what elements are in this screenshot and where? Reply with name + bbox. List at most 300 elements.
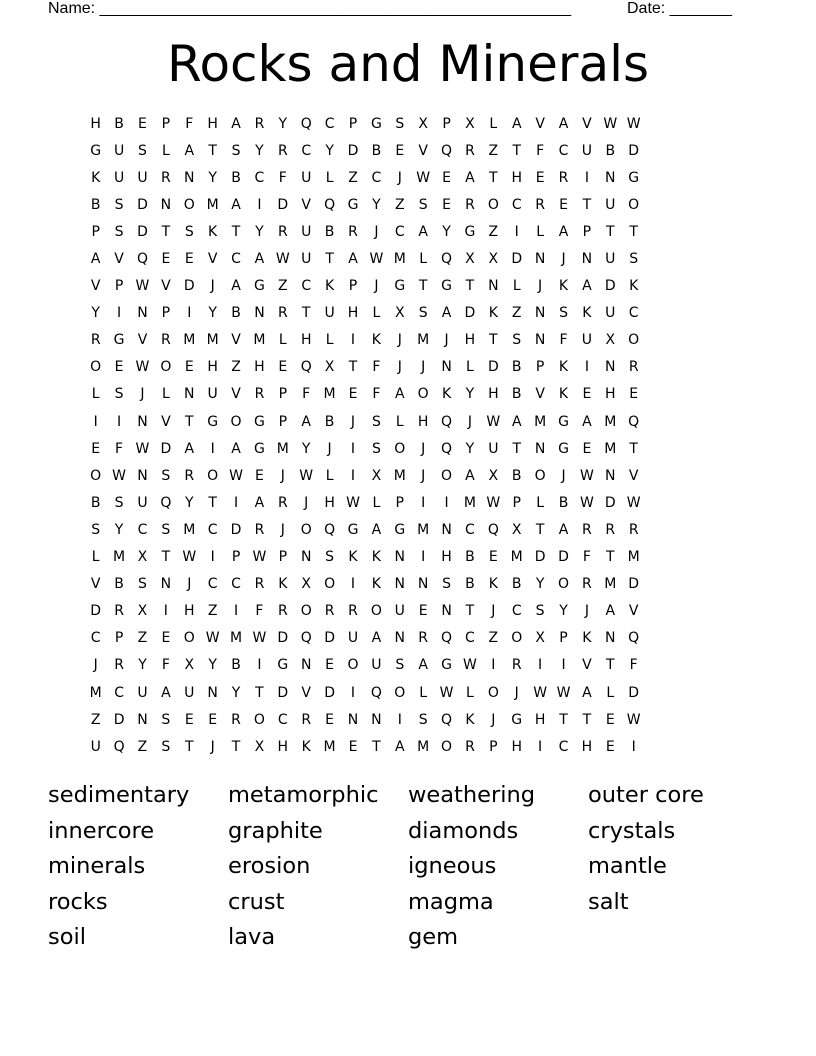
grid-letter: A — [371, 521, 382, 538]
grid-letter: R — [628, 359, 639, 376]
grid-letter: T — [372, 738, 381, 755]
grid-letter: S — [512, 332, 522, 349]
grid-letter: J — [210, 278, 215, 295]
grid-row — [84, 652, 645, 679]
grid-letter: O — [628, 196, 640, 213]
grid-letter: E — [325, 657, 335, 674]
grid-letter: K — [325, 278, 335, 295]
grid-letter: J — [187, 576, 192, 593]
grid-letter: P — [161, 115, 171, 132]
grid-letter: N — [371, 711, 382, 728]
grid-letter: W — [626, 711, 641, 728]
grid-letter: P — [278, 413, 288, 430]
grid-letter: A — [254, 494, 265, 511]
grid-letter: T — [301, 305, 311, 322]
grid-letter: A — [161, 684, 171, 701]
grid-letter: Z — [278, 278, 288, 295]
grid-letter: S — [418, 196, 428, 213]
grid-letter: G — [558, 413, 569, 430]
grid-letter: U — [137, 494, 148, 511]
grid-letter: R — [114, 657, 124, 674]
grid-letter: D — [137, 223, 148, 240]
grid-letter: O — [207, 467, 219, 484]
grid-letter: S — [559, 305, 568, 322]
grid-letter: T — [325, 251, 334, 268]
grid-letter: E — [582, 440, 592, 457]
grid-letter: Y — [91, 305, 100, 322]
grid-letter: S — [138, 576, 147, 593]
grid-letter: Y — [255, 142, 264, 159]
grid-letter: E — [629, 386, 639, 403]
grid-letter: T — [489, 332, 498, 349]
grid-letter: K — [558, 359, 569, 376]
grid-letter: Q — [441, 142, 453, 159]
grid-letter: V — [90, 576, 101, 593]
word-list-item: igneous — [408, 853, 497, 880]
grid-letter: M — [206, 332, 219, 349]
grid-letter: Q — [113, 738, 125, 755]
grid-letter: U — [207, 386, 218, 403]
grid-letter: F — [115, 440, 124, 457]
grid-letter: E — [535, 169, 545, 186]
grid-letter: Y — [372, 196, 381, 213]
grid-letter: W — [346, 494, 360, 511]
grid-letter: H — [511, 738, 522, 755]
grid-letter: N — [534, 305, 546, 322]
grid-letter: I — [397, 711, 402, 728]
grid-letter: O — [628, 332, 640, 349]
grid-letter: S — [114, 386, 124, 403]
grid-letter: A — [558, 521, 569, 538]
grid-letter: I — [350, 332, 356, 349]
grid-letter: J — [421, 440, 426, 457]
grid-letter: M — [206, 196, 219, 213]
grid-letter: I — [117, 413, 122, 430]
grid-letter: L — [372, 305, 381, 322]
grid-letter: P — [161, 305, 171, 322]
grid-letter: T — [629, 440, 638, 457]
grid-row — [84, 516, 645, 543]
grid-letter: L — [536, 494, 545, 511]
grid-letter: I — [421, 549, 426, 566]
grid-letter: Q — [441, 630, 453, 647]
grid-letter: A — [582, 278, 592, 295]
grid-row — [84, 598, 645, 625]
grid-letter: P — [114, 630, 124, 647]
grid-letter: H — [347, 305, 359, 322]
grid-letter: Y — [138, 657, 147, 674]
grid-letter: R — [465, 196, 475, 213]
grid-letter: Q — [441, 440, 453, 457]
grid-letter: D — [277, 684, 289, 701]
grid-letter: Y — [559, 603, 568, 620]
grid-letter: T — [559, 711, 568, 728]
grid-letter: N — [207, 684, 218, 701]
grid-letter: H — [207, 115, 218, 132]
grid-letter: R — [161, 332, 171, 349]
grid-letter: D — [604, 278, 616, 295]
grid-letter: E — [138, 115, 147, 132]
grid-letter: R — [254, 576, 265, 593]
grid-letter: E — [582, 386, 592, 403]
grid-letter: J — [280, 467, 285, 484]
grid-letter: Y — [255, 223, 264, 240]
grid-letter: M — [534, 413, 547, 430]
grid-letter: Q — [370, 684, 382, 701]
grid-letter: N — [137, 711, 148, 728]
grid-letter: J — [514, 684, 519, 701]
grid-letter: J — [561, 467, 566, 484]
grid-letter: O — [300, 521, 312, 538]
grid-letter: K — [558, 278, 569, 295]
word-list-item: outer core — [588, 782, 704, 808]
grid-letter: O — [90, 359, 102, 376]
grid-letter: G — [464, 223, 476, 240]
grid-letter: O — [417, 386, 429, 403]
grid-letter: D — [160, 440, 172, 457]
grid-letter: K — [91, 169, 101, 186]
grid-letter: J — [421, 467, 426, 484]
grid-letter: J — [491, 603, 496, 620]
grid-letter: A — [184, 440, 195, 457]
grid-row — [84, 327, 645, 354]
page-title: Rocks and Minerals — [166, 35, 650, 93]
grid-letter: R — [558, 169, 569, 186]
word-list-item: graphite — [228, 817, 323, 844]
grid-letter: L — [91, 549, 100, 566]
word-list-item: erosion — [228, 853, 311, 880]
grid-letter: S — [114, 223, 124, 240]
grid-letter: A — [418, 223, 428, 240]
grid-letter: G — [207, 413, 219, 430]
grid-letter: V — [90, 278, 101, 295]
grid-letter: W — [486, 413, 501, 430]
grid-letter: C — [277, 711, 288, 728]
grid-letter: H — [464, 332, 476, 349]
grid-letter: S — [418, 711, 428, 728]
grid-letter: W — [135, 440, 150, 457]
grid-letter: U — [113, 142, 125, 159]
grid-letter: Z — [488, 223, 499, 240]
grid-letter: E — [348, 738, 358, 755]
grid-letter: E — [161, 251, 171, 268]
grid-letter: N — [137, 413, 148, 430]
grid-letter: S — [395, 115, 405, 132]
grid-letter: X — [465, 251, 475, 268]
grid-letter: M — [229, 630, 243, 647]
grid-letter: W — [533, 684, 548, 701]
grid-letter: X — [324, 359, 335, 376]
grid-letter: C — [465, 521, 475, 538]
grid-letter: I — [538, 657, 543, 674]
grid-letter: U — [605, 196, 616, 213]
grid-letter: L — [466, 359, 474, 376]
grid-letter: M — [604, 440, 617, 457]
grid-letter: S — [161, 738, 171, 755]
grid-letter: U — [581, 332, 593, 349]
grid-letter: S — [161, 521, 171, 538]
grid-letter: C — [394, 223, 405, 240]
grid-letter: S — [442, 576, 451, 593]
grid-row — [84, 137, 645, 164]
grid-letter: I — [491, 657, 496, 674]
grid-letter: A — [511, 413, 522, 430]
grid-letter: I — [187, 305, 192, 322]
grid-letter: L — [372, 494, 381, 511]
grid-letter: I — [257, 196, 262, 213]
grid-letter: U — [137, 684, 148, 701]
grid-letter: X — [137, 549, 148, 566]
grid-letter: U — [324, 305, 335, 322]
word-list-item: gem — [408, 924, 459, 951]
grid-letter: N — [441, 521, 452, 538]
grid-letter: I — [233, 494, 239, 511]
grid-letter: I — [538, 738, 543, 755]
grid-letter: M — [183, 332, 196, 349]
grid-letter: N — [160, 576, 172, 593]
grid-letter: F — [185, 115, 194, 132]
grid-letter: R — [582, 521, 592, 538]
grid-letter: T — [465, 278, 475, 295]
grid-letter: H — [254, 359, 265, 376]
grid-letter: W — [626, 494, 641, 511]
grid-letter: K — [371, 576, 381, 593]
grid-letter: Z — [207, 603, 218, 620]
grid-letter: L — [395, 413, 404, 430]
grid-letter: M — [604, 576, 617, 593]
grid-letter: O — [183, 630, 195, 647]
grid-letter: R — [582, 576, 592, 593]
grid-letter: C — [558, 142, 569, 159]
grid-letter: H — [207, 359, 218, 376]
grid-letter: R — [465, 738, 475, 755]
grid-letter: A — [348, 251, 358, 268]
grid-letter: J — [397, 332, 402, 349]
grid-letter: Z — [348, 169, 358, 186]
grid-letter: D — [628, 576, 640, 593]
grid-letter: S — [629, 251, 639, 268]
grid-letter: G — [394, 521, 406, 538]
date-line: Date: _______ — [627, 0, 732, 17]
grid-letter: E — [114, 359, 124, 376]
word-list-item: magma — [408, 888, 494, 915]
grid-letter: O — [487, 684, 499, 701]
grid-letter: M — [417, 738, 430, 755]
grid-letter: G — [558, 440, 569, 457]
grid-letter: X — [254, 738, 265, 755]
grid-letter: R — [277, 494, 288, 511]
grid-letter: U — [90, 738, 101, 755]
grid-letter: R — [254, 386, 265, 403]
grid-letter: V — [161, 413, 171, 430]
grid-letter: C — [207, 576, 218, 593]
grid-letter: X — [605, 332, 616, 349]
grid-letter: H — [581, 738, 593, 755]
grid-letter: K — [582, 630, 592, 647]
grid-letter: U — [301, 169, 312, 186]
grid-letter: W — [369, 251, 384, 268]
grid-letter: I — [233, 603, 239, 620]
grid-letter: U — [605, 251, 616, 268]
grid-letter: F — [278, 169, 287, 186]
grid-letter: X — [488, 467, 499, 484]
grid-letter: E — [442, 169, 451, 186]
grid-letter: U — [488, 440, 499, 457]
grid-letter: P — [278, 386, 288, 403]
grid-letter: K — [465, 711, 475, 728]
grid-letter: M — [323, 738, 336, 755]
grid-letter: W — [205, 630, 220, 647]
grid-letter: A — [231, 115, 241, 132]
grid-letter: Y — [301, 440, 311, 457]
grid-letter: Q — [300, 630, 312, 647]
grid-letter: Y — [442, 223, 451, 240]
grid-letter: Q — [160, 494, 172, 511]
grid-letter: O — [441, 467, 453, 484]
grid-letter: D — [347, 142, 359, 159]
grid-row — [84, 354, 645, 381]
grid-letter: S — [371, 413, 381, 430]
grid-letter: R — [511, 657, 522, 674]
grid-letter: D — [628, 684, 640, 701]
grid-letter: E — [605, 711, 615, 728]
grid-letter: C — [324, 115, 335, 132]
grid-row — [84, 489, 645, 516]
grid-letter: J — [397, 359, 402, 376]
grid-letter: B — [511, 467, 522, 484]
grid-letter: T — [184, 738, 194, 755]
grid-letter: O — [253, 711, 265, 728]
grid-letter: D — [137, 196, 148, 213]
grid-letter: N — [184, 169, 195, 186]
grid-letter: P — [559, 630, 568, 647]
grid-letter: Y — [208, 169, 217, 186]
grid-letter: B — [511, 576, 522, 593]
grid-letter: H — [277, 738, 289, 755]
grid-letter: D — [183, 278, 195, 295]
grid-letter: J — [280, 521, 285, 538]
grid-letter: A — [465, 169, 475, 186]
grid-letter: V — [207, 251, 218, 268]
grid-letter: J — [327, 440, 332, 457]
grid-letter: G — [347, 521, 359, 538]
grid-letter: L — [512, 278, 521, 295]
grid-letter: O — [90, 467, 102, 484]
grid-letter: U — [184, 684, 195, 701]
grid-letter: Z — [488, 630, 499, 647]
grid-letter: Q — [136, 251, 148, 268]
grid-letter: N — [605, 359, 616, 376]
grid-letter: U — [371, 657, 382, 674]
grid-letter: N — [300, 549, 312, 566]
grid-letter: N — [605, 169, 616, 186]
grid-letter: W — [579, 467, 594, 484]
grid-letter: D — [604, 494, 616, 511]
grid-letter: H — [300, 332, 312, 349]
grid-letter: J — [444, 332, 449, 349]
grid-letter: R — [324, 603, 335, 620]
grid-letter: Y — [231, 684, 241, 701]
grid-letter: T — [629, 223, 638, 240]
grid-letter: W — [416, 169, 431, 186]
grid-letter: U — [113, 169, 125, 186]
grid-letter: R — [161, 169, 171, 186]
grid-letter: V — [535, 115, 545, 132]
grid-letter: N — [394, 576, 406, 593]
grid-letter: Y — [325, 142, 334, 159]
grid-letter: M — [89, 684, 102, 701]
word-list-item: soil — [48, 924, 86, 951]
grid-letter: I — [350, 576, 356, 593]
grid-letter: G — [90, 142, 102, 159]
grid-letter: X — [535, 630, 545, 647]
grid-letter: S — [325, 549, 335, 566]
grid-letter: S — [91, 521, 101, 538]
grid-letter: E — [395, 142, 405, 159]
word-list-item: diamonds — [408, 817, 519, 844]
grid-letter: M — [627, 549, 640, 566]
grid-letter: U — [137, 169, 148, 186]
grid-letter: V — [582, 657, 592, 674]
grid-letter: C — [114, 684, 124, 701]
grid-letter: R — [605, 521, 616, 538]
grid-letter: W — [486, 494, 501, 511]
grid-letter: N — [534, 440, 546, 457]
word-list-item: metamorphic — [228, 782, 379, 808]
grid-letter: L — [419, 684, 428, 701]
grid-letter: A — [465, 467, 475, 484]
word-list — [48, 778, 768, 956]
grid-letter: H — [534, 711, 546, 728]
grid-letter: I — [514, 223, 519, 240]
grid-letter: W — [463, 657, 477, 674]
grid-letter: X — [394, 305, 405, 322]
grid-letter: N — [488, 278, 499, 295]
grid-letter: K — [629, 278, 639, 295]
grid-letter: N — [184, 386, 195, 403]
grid-letter: N — [300, 657, 312, 674]
grid-letter: P — [535, 359, 545, 376]
grid-letter: R — [628, 521, 639, 538]
grid-letter: N — [581, 251, 593, 268]
grid-letter: E — [255, 467, 264, 484]
grid-letter: L — [161, 142, 170, 159]
grid-letter: C — [301, 142, 312, 159]
grid-letter: F — [536, 142, 545, 159]
grid-letter: I — [421, 494, 426, 511]
grid-letter: B — [511, 386, 522, 403]
grid-letter: L — [325, 332, 334, 349]
grid-letter: M — [393, 467, 406, 484]
grid-letter: C — [465, 630, 475, 647]
grid-letter: J — [397, 169, 402, 186]
grid-letter: T — [489, 169, 498, 186]
grid-letter: T — [582, 711, 592, 728]
grid-letter: E — [488, 549, 498, 566]
grid-row — [84, 679, 645, 706]
grid-letter: H — [417, 413, 429, 430]
grid-letter: A — [254, 251, 265, 268]
grid-letter: J — [374, 278, 379, 295]
grid-letter: U — [394, 603, 405, 620]
grid-letter: O — [230, 413, 242, 430]
grid-letter: A — [90, 251, 101, 268]
grid-letter: R — [277, 603, 288, 620]
grid-letter: C — [628, 305, 639, 322]
grid-letter: P — [231, 549, 241, 566]
grid-letter: G — [277, 657, 289, 674]
grid-letter: D — [534, 549, 546, 566]
